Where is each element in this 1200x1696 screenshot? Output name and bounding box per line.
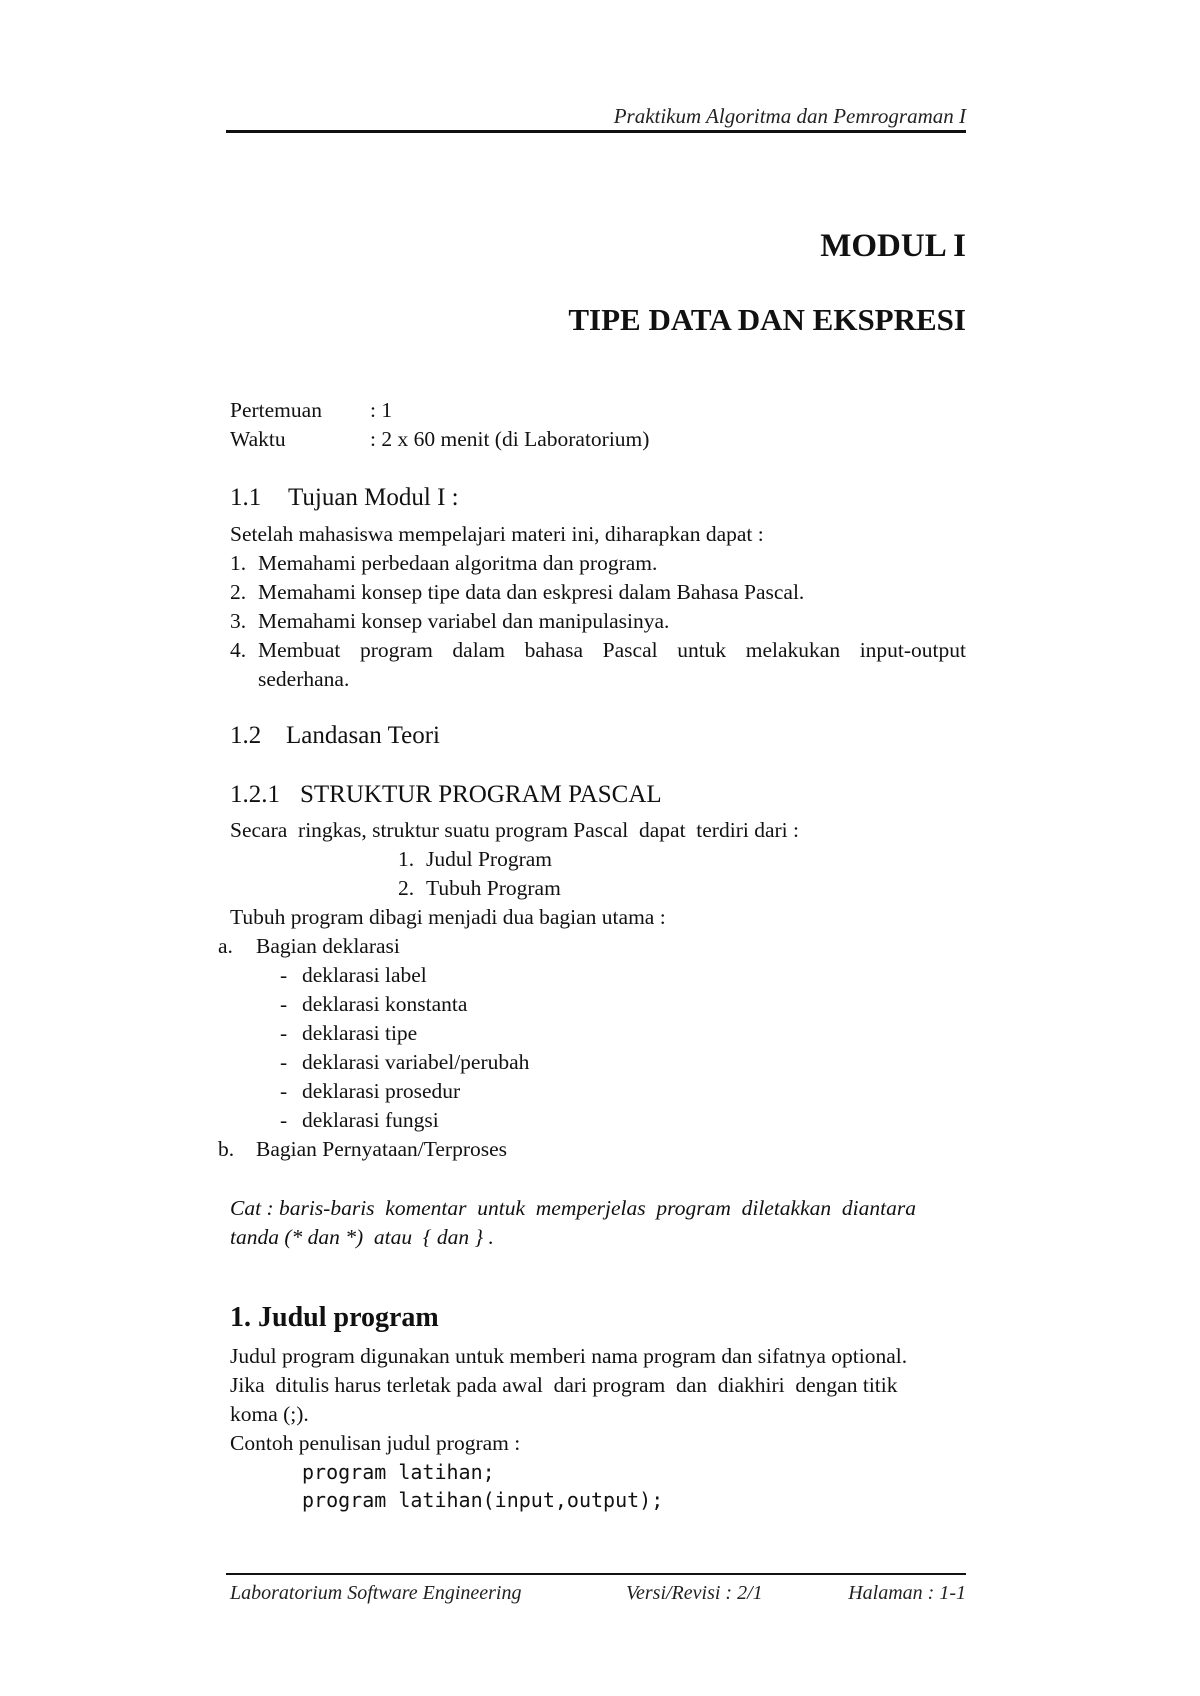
section-1-2-1-number: 1.2.1 (230, 781, 280, 808)
objective-text: Memahami konsep tipe data dan eskpresi dalam Bahasa Pascal. (258, 580, 805, 604)
declaration-item: deklarasi fungsi (302, 1108, 439, 1132)
footer-page: Halaman : 1-1 (848, 1582, 966, 1604)
meta-label-waktu: Waktu (230, 427, 286, 451)
judul-para-line2: Jika ditulis harus terletak pada awal dari program dan diakhiri dengan titik (230, 1373, 898, 1397)
item-b-text: Bagian Pernyataan/Terproses (256, 1137, 508, 1161)
section-1-2-heading: Landasan Teori (286, 722, 440, 749)
section-1-2-1-heading: STRUKTUR PROGRAM PASCAL (300, 781, 662, 808)
body-intro: Tubuh program dibagi menjadi dua bagian utama : (230, 905, 666, 929)
example-intro: Contoh penulisan judul program : (230, 1431, 521, 1455)
meta-label-pertemuan: Pertemuan (230, 398, 322, 422)
declaration-item: deklarasi label (302, 963, 427, 987)
structure-part-num: 1. (398, 847, 415, 871)
objective-text: Memahami perbedaan algoritma dan program. (258, 551, 658, 575)
dash: - (280, 1050, 288, 1074)
header-rule (226, 130, 966, 133)
objective-num: 4. (230, 638, 247, 662)
declaration-item: deklarasi tipe (302, 1021, 418, 1045)
judul-para-line1: Judul program digunakan untuk memberi nama program dan sifatnya optional. (230, 1344, 908, 1368)
objective-text: Membuat program dalam bahasa Pascal untuk melakukan input-output (258, 638, 966, 662)
objective-num: 3. (230, 609, 247, 633)
declaration-item: deklarasi variabel/perubah (302, 1050, 530, 1074)
footer-version: Versi/Revisi : 2/1 (626, 1582, 763, 1604)
section-1-1-number: 1.1 (230, 484, 262, 511)
meta-value-pertemuan: : 1 (370, 398, 393, 422)
judul-para-line3: koma (;). (230, 1402, 309, 1426)
meta-value-waktu: : 2 x 60 menit (di Laboratorium) (370, 427, 650, 451)
dash: - (280, 1108, 288, 1132)
structure-part-text: Judul Program (426, 847, 553, 871)
judul-program-heading: 1. Judul program (230, 1302, 439, 1333)
module-subtitle: TIPE DATA DAN EKSPRESI (568, 302, 966, 337)
module-title: MODUL I (820, 228, 966, 264)
item-a-text: Bagian deklarasi (256, 934, 400, 958)
item-b-label: b. (218, 1137, 235, 1161)
declaration-item: deklarasi prosedur (302, 1079, 461, 1103)
footer-lab: Laboratorium Software Engineering (230, 1582, 522, 1604)
running-header: Praktikum Algoritma dan Pemrograman I (613, 104, 966, 128)
declaration-item: deklarasi konstanta (302, 992, 468, 1016)
section-1-1-heading: Tujuan Modul I : (288, 484, 459, 511)
section-1-1-intro: Setelah mahasiswa mempelajari materi ini, diharapkan dapat : (230, 522, 764, 546)
dash: - (280, 1079, 288, 1103)
section-1-2-number: 1.2 (230, 722, 262, 749)
dash: - (280, 992, 288, 1016)
comment-note-line1: Cat : baris-baris komentar untuk memperjelas program diletakkan diantara (230, 1196, 916, 1220)
code-line: program latihan(input,output); (302, 1488, 664, 1512)
dash: - (280, 963, 288, 987)
objective-text: Memahami konsep variabel dan manipulasinya. (258, 609, 670, 633)
structure-part-num: 2. (398, 876, 415, 900)
item-a-label: a. (218, 934, 233, 958)
objective-num: 1. (230, 551, 247, 575)
structure-part-text: Tubuh Program (426, 876, 561, 900)
code-line: program latihan; (302, 1460, 495, 1484)
comment-note-line2: tanda (* dan *) atau { dan } . (230, 1225, 494, 1249)
dash: - (280, 1021, 288, 1045)
structure-intro: Secara ringkas, struktur suatu program Pascal dapat terdiri dari : (230, 818, 799, 842)
objective-text-continued: sederhana. (258, 667, 350, 691)
footer-rule (226, 1573, 966, 1575)
objective-num: 2. (230, 580, 247, 604)
